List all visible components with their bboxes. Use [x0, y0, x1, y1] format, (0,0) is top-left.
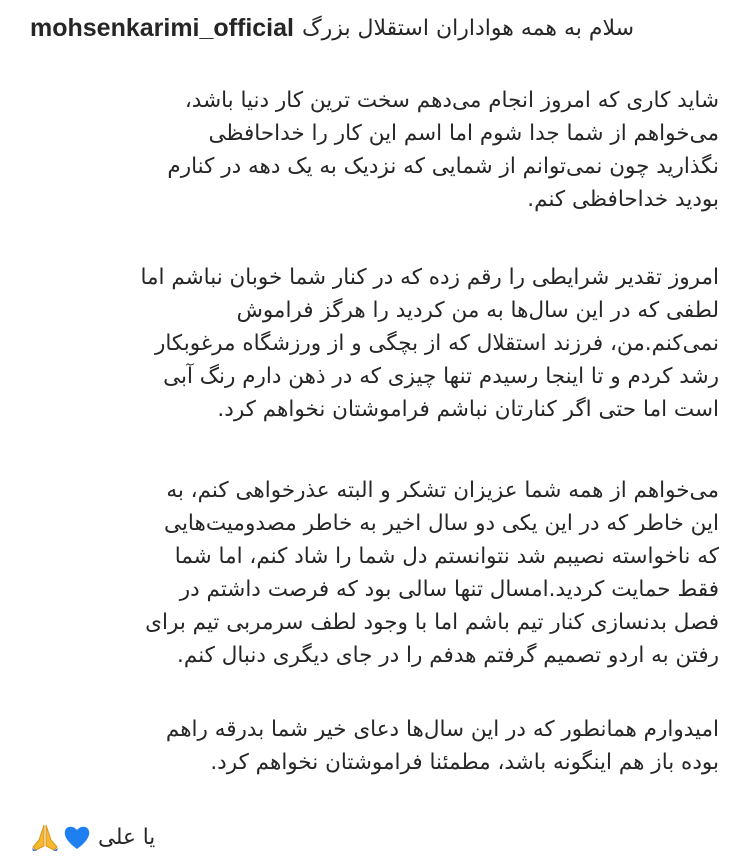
caption-paragraph-1: [30, 84, 719, 216]
caption-line: می‌خواهم از شما جدا شوم اما اسم این کار را خداحافظی: [208, 121, 719, 146]
caption-line: که ناخواسته نصیبم شد نتوانستم دل شما را شاد کنم، اما شما: [174, 544, 719, 569]
caption-paragraph-3: [30, 474, 719, 672]
caption-signoff: [30, 822, 155, 852]
signoff-text: یا علی: [98, 824, 156, 850]
folded-hands-icon: [30, 822, 60, 852]
caption-line: لطفی که در این سال‌ها به من کردید را هرگز فراموش: [236, 298, 719, 323]
caption-line: شاید کاری که امروز انجام می‌دهم سخت ترین کار دنیا باشد،: [184, 88, 719, 113]
caption-line: بوده باز هم اینگونه باشد، مطمئنا فراموشتان نخواهم کرد.: [210, 750, 719, 775]
caption-line: نگذارید چون نمی‌توانم از شمایی که نزدیک به یک دهه در کنارم: [167, 154, 719, 179]
caption-paragraph-2: [30, 261, 719, 426]
caption-line: نمی‌کنم.من، فرزند استقلال که از بچگی و از ورزشگاه مرغوبکار: [154, 331, 719, 356]
caption-line: فقط حمایت کردید.امسال تنها سالی بود که فرصت داشتم در: [179, 577, 719, 602]
caption-line: امیدوارم همانطور که در این سال‌ها دعای خیر شما بدرقه راهم: [165, 717, 719, 742]
caption-line: رفتن به اردو تصمیم گرفتم هدفم را در جای دیگری دنبال کنم.: [177, 643, 719, 668]
caption-line: رشد کردم و تا اینجا رسیدم تنها چیزی که در ذهن دارم رنگ آبی: [163, 364, 719, 389]
caption-line: این خاطر که در این یکی دو سال اخیر به خاطر مصدومیت‌هایی: [164, 511, 719, 536]
caption-line: بودید خداحافظی کنم.: [527, 187, 719, 212]
caption-paragraph-4: [30, 713, 719, 779]
username-link[interactable]: mohsenkarimi_official: [30, 14, 294, 42]
blue-heart-icon: [62, 822, 92, 852]
caption-line: امروز تقدیر شرایطی را رقم زده که در کنار شما خوبان نباشم اما: [140, 265, 719, 290]
caption-line: است اما حتی اگر کنارتان نباشم فراموشتان نخواهم کرد.: [217, 397, 719, 422]
caption-greeting: سلام به همه هواداران استقلال بزرگ: [301, 16, 635, 41]
caption-line: می‌خواهم از همه شما عزیزان تشکر و البته عذرخواهی کنم، به: [166, 478, 719, 503]
caption-line: فصل بدنسازی کنار تیم باشم اما با وجود لطف سرمربی تیم برای: [145, 610, 719, 635]
caption-header: [30, 14, 729, 43]
